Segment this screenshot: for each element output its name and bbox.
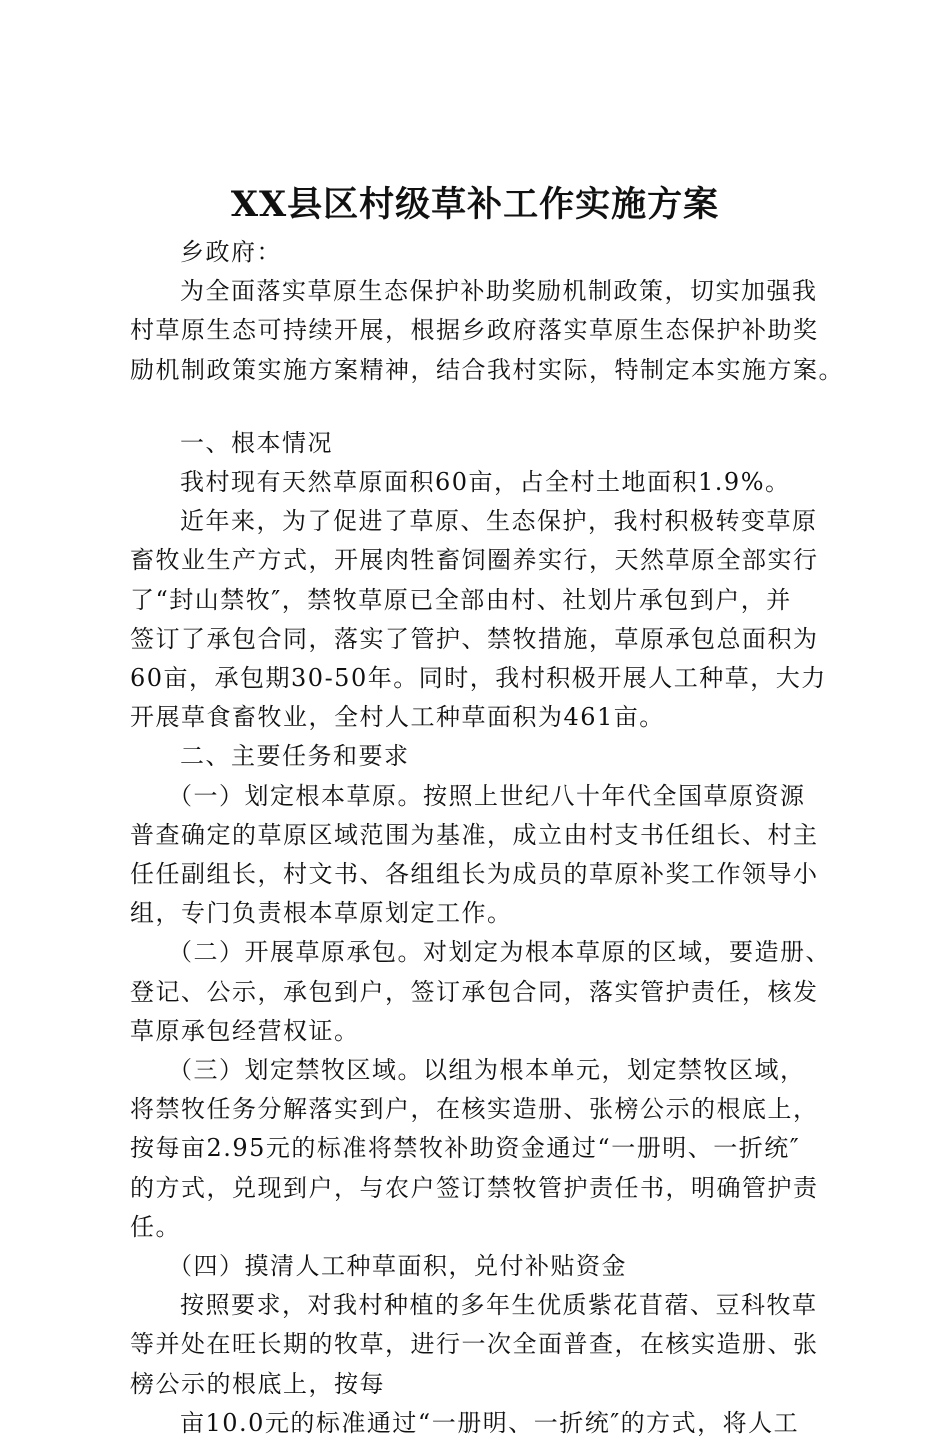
paragraph-line: 登记、公示，承包到户，签订承包合同，落实管护责任，核发 [130, 977, 819, 1006]
paragraph-line: 普查确定的草原区域范围为基准，成立由村支书任组长、村主 [130, 820, 819, 849]
paragraph-line: 亩10.0元的标准通过“一册明、一折统″的方式，将人工 [180, 1408, 800, 1437]
paragraph-line: 任任副组长，村文书、各组组长为成员的草原补奖工作领导小 [130, 860, 819, 888]
paragraph-line: 按每亩2.95元的标准将禁牧补助资金通过“一册明、一折统″ [130, 1134, 801, 1163]
paragraph-line: 畜牧业生产方式，开展肉牲畜饲圈养实行，天然草原全部实行 [130, 546, 819, 575]
document-title: XX县区村级草补工作实施方案 [230, 184, 720, 225]
paragraph-line: 按照要求，对我村种植的多年生优质紫花苜蓿、豆科牧草 [180, 1291, 818, 1320]
section-heading: （四）摸清人工种草面积，兑付补贴资金 [168, 1252, 627, 1280]
paragraph-line: 近年来，为了促进了草原、生态保护，我村积极转变草原 [180, 507, 818, 536]
section-heading: 一、根本情况 [180, 428, 333, 457]
salutation: 乡政府： [180, 238, 282, 266]
paragraph-line: 等并处在旺长期的牧草，进行一次全面普查，在核实造册、张 [130, 1330, 819, 1359]
paragraph-line: 的方式，兑现到户，与农户签订禁牧管护责任书，明确管护责 [130, 1173, 819, 1202]
paragraph-line: 组，专门负责根本草原划定工作。 [130, 899, 513, 928]
paragraph-line: 村草原生态可持续开展，根据乡政府落实草原生态保护补助奖 [130, 316, 819, 345]
paragraph-line: 榜公示的根底上，按每 [130, 1369, 385, 1398]
paragraph-line: 将禁牧任务分解落实到户，在核实造册、张榜公示的根底上， [130, 1095, 819, 1124]
paragraph-line: 开展草食畜牧业，全村人工种草面积为461亩。 [130, 703, 665, 732]
paragraph-line: 草原承包经营权证。 [130, 1016, 360, 1045]
paragraph-line: 了“封山禁牧″，禁牧草原已全部由村、社划片承包到户，并 [130, 585, 792, 614]
paragraph-line: 励机制政策实施方案精神，结合我村实际，特制定本实施方案。 [130, 355, 844, 384]
paragraph-line: （三）划定禁牧区域。以组为根本单元，划定禁牧区域， [168, 1056, 806, 1084]
paragraph-line: 签订了承包合同，落实了管护、禁牧措施，草原承包总面积为 [130, 624, 819, 653]
paragraph-line: 60亩，承包期30-50年。同时，我村积极开展人工种草，大力 [130, 664, 827, 692]
paragraph-line: （一）划定根本草原。按照上世纪八十年代全国草原资源 [168, 781, 806, 810]
paragraph-line: 为全面落实草原生态保护补助奖励机制政策，切实加强我 [180, 277, 818, 306]
section-heading: 二、主要任务和要求 [180, 742, 410, 771]
paragraph-line: 任。 [130, 1212, 181, 1241]
paragraph-line: 我村现有天然草原面积60亩，占全村土地面积1.9%。 [180, 468, 791, 496]
paragraph-line: （二）开展草原承包。对划定为根本草原的区域，要造册、 [168, 938, 831, 967]
